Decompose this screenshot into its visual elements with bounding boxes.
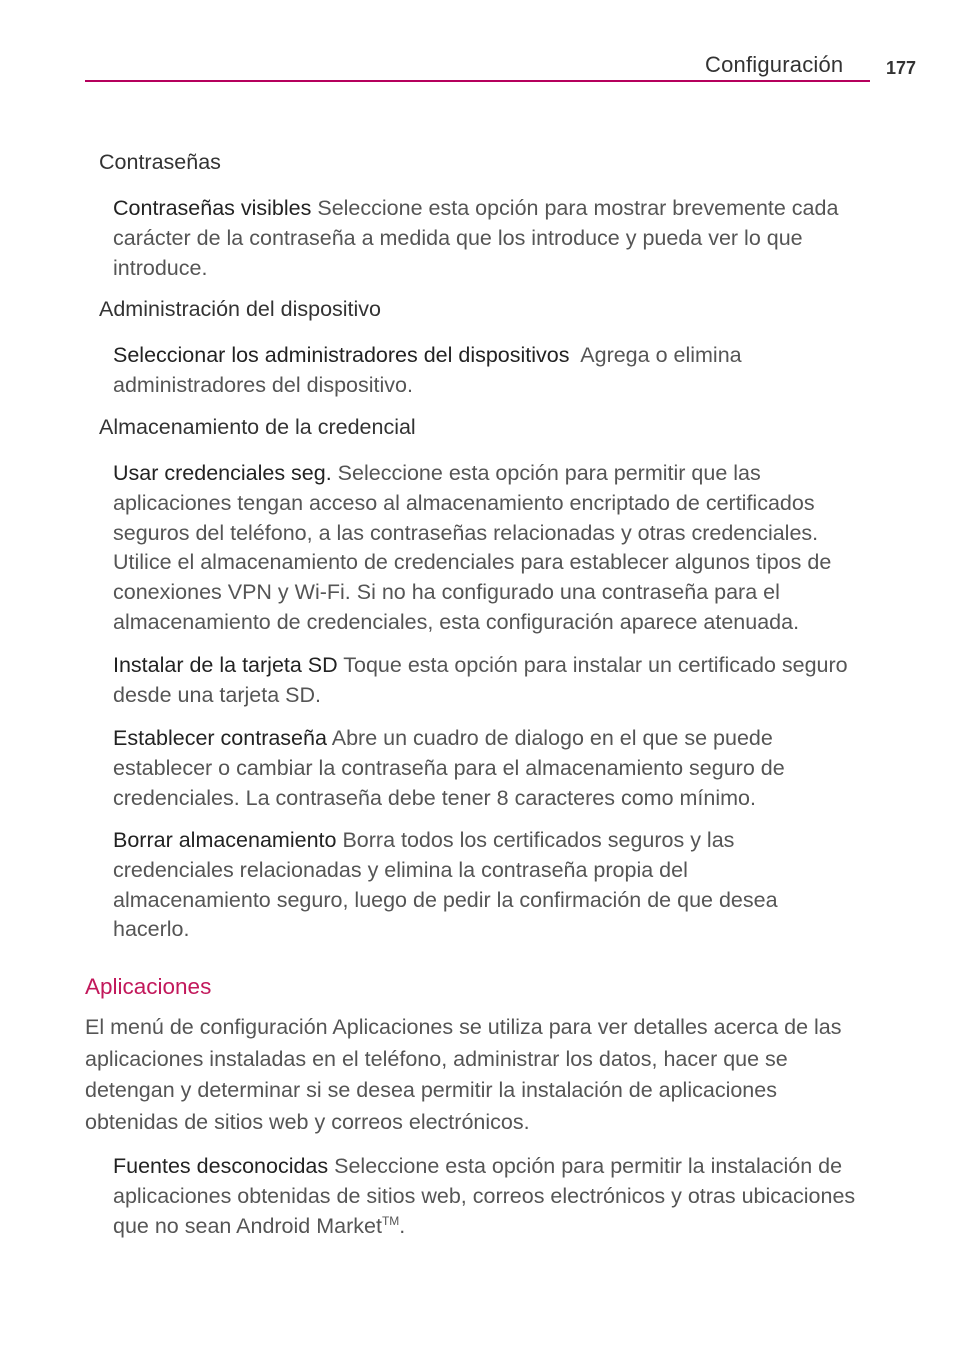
entry-fuentes-desconocidas [113,1152,868,1241]
entry-term: Instalar de la tarjeta SD [113,653,338,677]
entry-contrasenas-visibles [113,194,873,283]
entry-text: Seleccione esta opción para mostrar brevemente cada carácter de la contraseña a medida que los introduce y pueda ver lo que introduce. [113,196,839,280]
entry-term: Establecer contraseña [113,726,327,750]
entry-text: Toque esta opción para instalar un certificado seguro desde una tarjeta SD. [113,653,848,707]
section-intro-aplicaciones: El menú de configuración Aplicaciones se utiliza para ver detalles acerca de las aplicaciones instaladas en el teléfono, administrar los datos, hacer que se detengan y determinar si se desea permitir la instalación de aplicaciones obtenidas de sitios web y correos electrónicos. [85,1015,842,1134]
trademark-mark: TM [381,1213,400,1228]
entry-text: Seleccione esta opción para permitir que las aplicaciones tengan acceso al almacenamiento encriptado de certificados seguros del teléfono, a las contraseñas relacionadas y otras credenciales. Utilice el almacenamiento de credenciales para establecer algunos tipos de conexiones VPN y Wi-Fi. Si no ha configurado una contraseña para el almacenamiento de credenciales, esta configuración aparece atenuada. [113,461,832,634]
page-number: 177 [886,58,917,78]
entry-text: Borra todos los certificados seguros y las credenciales relacionadas y elimina la contraseña propia del almacenamiento seguro, luego de pedir la confirmación de que desea hacerlo. [113,828,778,942]
entry-instalar-tarjeta-sd [113,651,873,711]
section-title-aplicaciones: Aplicaciones [85,974,212,999]
header-section-title: Configuración [705,52,844,77]
header-divider [85,80,870,82]
entry-usar-credenciales [113,459,873,638]
entry-seleccionar-administradores [113,341,873,401]
entry-text: Abre un cuadro de dialogo en el que se puede establecer o cambiar la contraseña para el almacenamiento seguro de credenciales. La contraseña debe tener 8 caracteres como mínimo. [113,726,785,810]
subsection-heading-almacenamiento: Almacenamiento de la credencial [99,415,416,439]
entry-term: Fuentes desconocidas [113,1154,329,1178]
entry-text: Agrega o elimina administradores del dispositivo. [113,343,742,397]
entry-text-end: . [399,1213,406,1238]
entry-term: Usar credenciales seg. [113,461,332,485]
subsection-heading-contrasenas: Contraseñas [99,150,221,174]
entry-establecer-contrasena [113,724,873,813]
entry-borrar-almacenamiento [113,826,793,945]
entry-term: Contraseñas visibles [113,196,312,220]
subsection-heading-administracion: Administración del dispositivo [99,297,382,321]
entry-term: Borrar almacenamiento [113,828,337,852]
entry-term: Seleccionar los administradores del dispositivos [113,343,570,367]
entry-text: Seleccione esta opción para permitir la instalación de aplicaciones obtenidas de sitios web, correos electrónicos y otras ubicaciones que no sean Android Market [113,1154,856,1238]
